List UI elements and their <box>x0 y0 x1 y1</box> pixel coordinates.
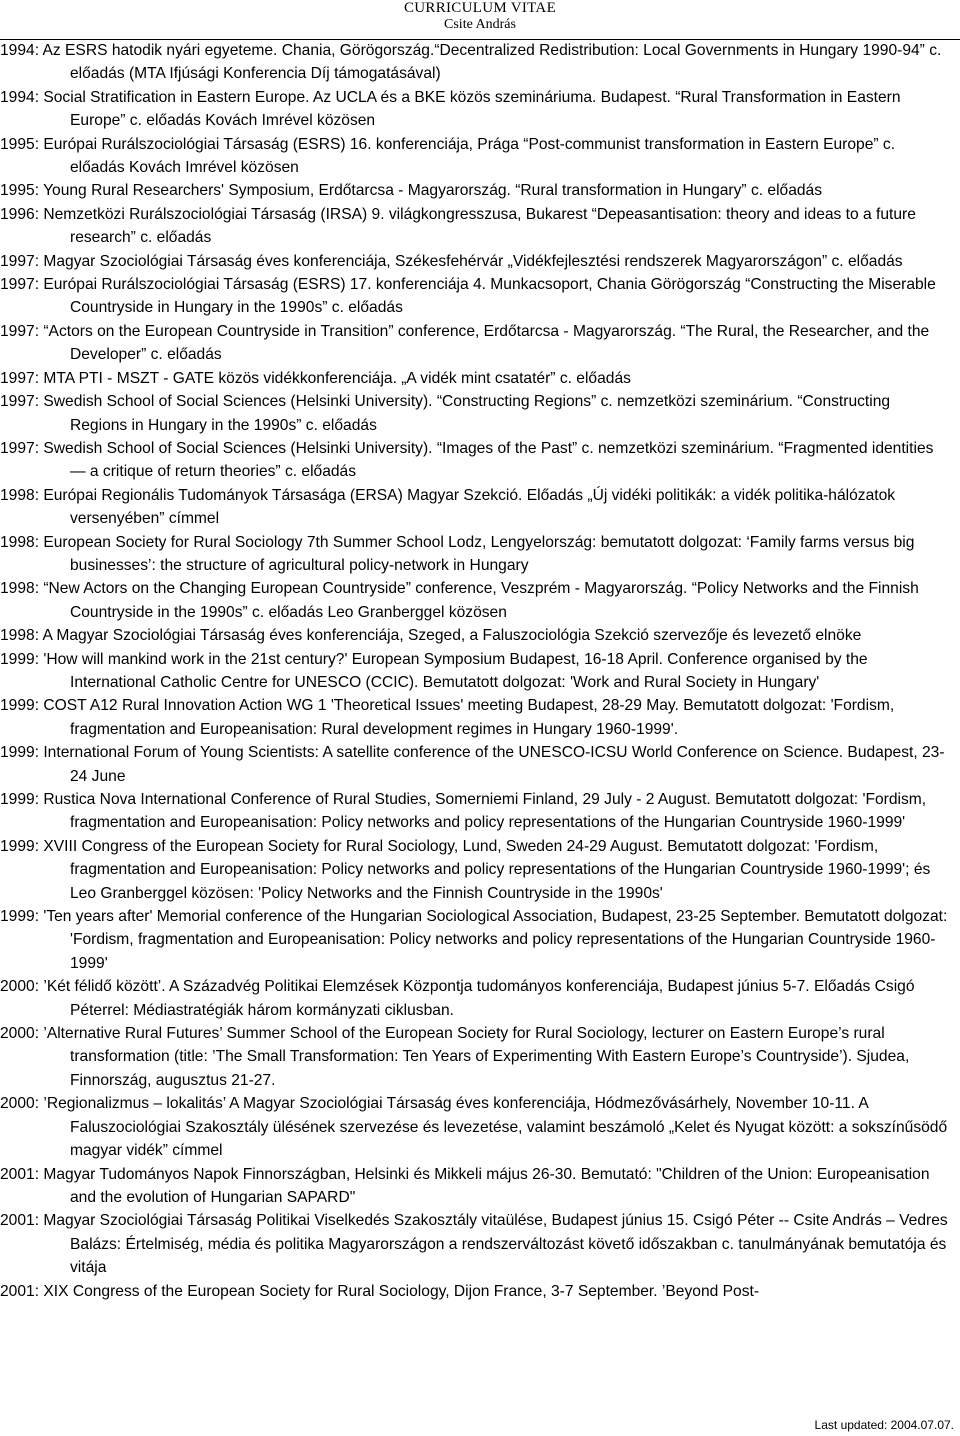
conference-entry: 2001: XIX Congress of the European Society for Rural Sociology, Dijon France, 3-7 September. ’Beyond Post- <box>0 1282 760 1300</box>
conference-entry: 1997: Swedish School of Social Sciences (Helsinki University). “Images of the Past” c. nemzetközi szeminárium. “Fragmented identities — a critique of return theories” c. előadás <box>0 439 934 481</box>
conference-entry: 1997: Magyar Szociológiai Társaság éves konferenciája, Székesfehérvár „Vidékfejlesztési rendszerek Magyarországon” c. előadás <box>0 252 903 270</box>
conference-entry: 1999: International Forum of Young Scientists: A satellite conference of the UNESCO-ICSU World Conference on Science. Budapest, 23-24 June <box>0 744 945 785</box>
conference-entry: 1999: Rustica Nova International Conference of Rural Studies, Somerniemi Finland, 29 July - 2 August. Bemutatott dolgozat: 'Fordism, fragmentation and Europeanisation: Policy networks and policy representations of the Hungarian Countryside 1960-1999' <box>0 791 927 832</box>
conference-entry: 1998: A Magyar Szociológiai Társaság éves konferenciája, Szeged, a Faluszociológia Szekció szervezője és levezető elnöke <box>0 627 862 645</box>
conference-entry: 2001: Magyar Szociológiai Társaság Politikai Viselkedés Szakosztály vitaülése, Budapest június 15. Csigó Péter -- Csite András – Vedres Balázs: Értelmiség, média és politika Magyarországon a rendszerváltozást követő időszakban c. tanulmányának bemutatója és vitája <box>0 1212 948 1277</box>
conference-entry: 1996: Nemzetközi Rurálszociológiai Társaság (IRSA) 9. világkongresszusa, Bukarest “Depeasantisation: theory and ideas to a future research” c. előadás <box>0 205 916 247</box>
conference-entry: 2000: ’Alternative Rural Futures’ Summer School of the European Society for Rural Sociology, lecturer on Eastern Europe’s rural transformation (title: ’The Small Transformation: Ten Years of Experimenting With Eastern Europe’s Countryside’). Sjudea, Finnország, augusztus 21-27. <box>0 1025 910 1089</box>
conference-entry: 1997: Swedish School of Social Sciences (Helsinki University). “Constructing Regions” c. nemzetközi szeminárium. “Constructing Regions in Hungary in the 1990s” c. előadás <box>0 393 891 434</box>
conference-entry: 1998: Európai Regionális Tudományok Társasága (ERSA) Magyar Szekció. Előadás „Új vidéki politikák: a vidék politika-hálózatok versenyében” címmel <box>0 486 896 528</box>
conference-entry: 2000: ’Regionalizmus – lokalitás’ A Magyar Szociológiai Társaság éves konferenciája, Hódmezővásárhely, November 10-11. A Faluszociológiai Szakosztály ülésének szervezése és levezetése, valamint beszámoló „Kelet és Nyugat között: a sokszínűsödő magyar vidék” címmel <box>0 1095 948 1160</box>
conference-entry: 2001: Magyar Tudományos Napok Finnországban, Helsinki és Mikkeli május 26-30. Bemutató: "Children of the Union: Europeanisation and the evolution of Hungarian SAPARD" <box>0 1165 930 1206</box>
document-title: CURRICULUM VITAE <box>403 0 557 16</box>
conference-entry: 1995: Európai Rurálszociológiai Társaság (ESRS) 16. konferenciája, Prága “Post-communist transformation in Eastern Europe” c. előadás Kovách Imrével közösen <box>0 135 896 177</box>
conference-entry: 1994: Az ESRS hatodik nyári egyeteme. Chania, Görögország.“Decentralized Redistribution: Local Governments in Hungary 1990-94” c. előadás (MTA Ifjúsági Konferencia Díj támogatásával) <box>0 42 942 83</box>
conference-entry: 1997: “Actors on the European Countryside in Transition” conference, Erdőtarcsa - Magyarország. “The Rural, the Researcher, and the Developer” c. előadás <box>0 322 930 364</box>
conference-entry: 1997: MTA PTI - MSZT - GATE közös vidékkonferenciája. „A vidék mint csatatér” c. előadás <box>0 369 631 387</box>
conference-entry: 1994: Social Stratification in Eastern Europe. Az UCLA és a BKE közös szemináriuma. Budapest. “Rural Transformation in Eastern Europe” c. előadás Kovách Imrével közösen <box>0 88 901 130</box>
conference-entry: 1998: “New Actors on the Changing European Countryside” conference, Veszprém - Magyarország. “Policy Networks and the Finnish Countryside in the 1990s” c. előadás Leo Granberggel közösen <box>0 580 919 621</box>
conference-entry: 1995: Young Rural Researchers' Symposium, Erdőtarcsa - Magyarország. “Rural transformation in Hungary” c. előadás <box>0 182 823 200</box>
conference-entry: 1999: COST A12 Rural Innovation Action WG 1 'Theoretical Issues' meeting Budapest, 28-29 May. Bemutatott dolgozat: 'Fordism, fragmentation and Europeanisation: Rural development regimes in Hungary 1960-1999'. <box>0 697 895 738</box>
conference-list <box>0 39 950 1303</box>
conference-entry: 1999: XVIII Congress of the European Society for Rural Sociology, Lund, Sweden 24-29 August. Bemutatott dolgozat: 'Fordism, fragmentation and Europeanisation: Policy networks and policy representations of the Hungarian Countryside 1960-1999'; és Leo Granberggel közösen: 'Policy Networks and the Finnish Countryside in the 1990s' <box>0 837 931 902</box>
last-updated: Last updated: 2004.07.07. <box>814 1418 954 1432</box>
conference-entry: 1999: 'How will mankind work in the 21st century?' European Symposium Budapest, 16-18 April. Conference organised by the International Catholic Centre for UNESCO (CCIC). Bemutatott dolgozat: 'Work and Rural Society in Hungary' <box>0 650 868 691</box>
conference-entry: 1997: Európai Rurálszociológiai Társaság (ESRS) 17. konferenciája 4. Munkacsoport, Chania Görögország “Constructing the Miserable Countryside in Hungary in the 1990s” c. előadás <box>0 276 936 317</box>
conference-entry: 1998: European Society for Rural Sociology 7th Summer School Lodz, Lengyelország: bemutatott dolgozat: ‘Family farms versus big businesses’: the structure of agricultural policy-network in Hungary <box>0 533 915 574</box>
conference-entry: 1999: 'Ten years after' Memorial conference of the Hungarian Sociological Association, Budapest, 23-25 September. Bemutatott dolgozat: 'Fordism, fragmentation and Europeanisation: Policy networks and policy representations of the Hungarian Countryside 1960-1999' <box>0 908 948 972</box>
author-name: Csite András <box>444 17 516 32</box>
conference-entry: 2000: ’Két félidő között’. A Századvég Politikai Elemzések Központja tudományos konferenciája, Budapest június 5-7. Előadás Csigó Péterrel: Médiastratégiák három kormányzati ciklusban. <box>0 978 915 1019</box>
